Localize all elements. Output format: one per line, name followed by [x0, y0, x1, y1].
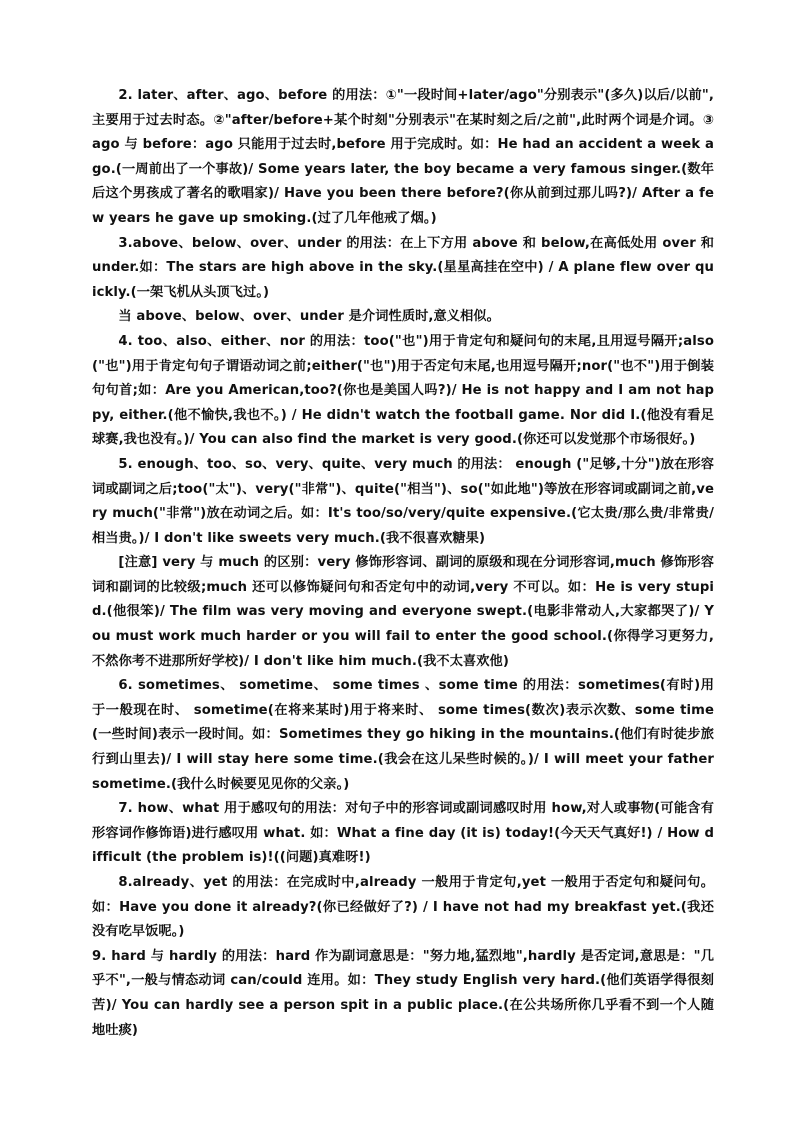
paragraph-very-much-note: [注意] very 与 much 的区别：very 修饰形容词、副词的原级和现在分词形容词,much 修饰形容词和副词的比较级;much 还可以修饰疑问句和否定句中的动词,very 不可以。如：He is very stupid.(他很笨)/ The film was very moving and everyone swept.(电影非常动人,大家都哭了)/ You must work much harder or you will fail to enter the good school.(你得学习更努力,不然你考不进那所好学校)/ I don't like him much.(我不太喜欢他)	[92, 555, 714, 669]
paragraph-hard-hardly: 9. hard 与 hardly 的用法：hard 作为副词意思是："努力地,猛烈地",hardly 是否定词,意思是："几乎不",一般与情态动词 can/could 连用。如：They study English very hard.(他们英语学得很刻苦)/ You can hardly see a person spit in a public place.(在公共场所你几乎看不到一个人随地吐痰)	[92, 948, 714, 1038]
paragraph-already-yet: 8.already、yet 的用法：在完成时中,already 一般用于肯定句,yet 一般用于否定句和疑问句。如：Have you done it already?(你已经做好了?) / I have not had my breakfast yet.(我还没有吃早饭呢。)	[92, 875, 714, 940]
paragraph-too-also-either-nor: 4. too、also、either、nor 的用法：too("也")用于肯定句和疑问句的末尾,且用逗号隔开;also("也")用于肯定句句子谓语动词之前;either("也")用于否定句末尾,也用逗号隔开;nor("也不")用于倒装句句首;如：Are you American,too?(你也是美国人吗?)/ He is not happy and I am not happy, either.(他不愉快,我也不。) / He didn't watch the football game. Nor did I.(他没有看足球赛,我也没有。)/ You can also find the market is very good.(你还可以发觉那个市场很好。)	[92, 333, 714, 448]
paragraph-enough-too-so-very-quite: 5. enough、too、so、very、quite、very much 的用法： enough ("足够,十分")放在形容词或副词之后;too("太")、very("非常")、quite("相当")、so("如此地")等放在形容词或副词之前,very much("非常")放在动词之后。如：It's too/so/very/quite expensive.(它太贵/那么贵/非常贵/相当贵。)/ I don't like sweets very much.(我不很喜欢糖果)	[92, 456, 714, 546]
document-page	[92, 84, 714, 1043]
paragraph-how-what: 7. how、what 用于感叹句的用法：对句子中的形容词或副词感叹时用 how,对人或事物(可能含有形容词作修饰语)进行感叹用 what. 如：What a fine day (it is) today!(今天天气真好!) / How difficult (the problem is)!((问题)真难呀!)	[92, 801, 714, 866]
paragraph-later-after-ago-before: 2. later、after、ago、before 的用法：①"一段时间+later/ago"分别表示"(多久)以后/以前",主要用于过去时态。②"after/before+某个时刻"分别表示"在某时刻之后/之前",此时两个词是介词。③ago 与 before：ago 只能用于过去时,before 用于完成时。如：He had an accident a week ago.(一周前出了一个事故)/ Some years later, the boy became a very famous singer.(数年后这个男孩成了著名的歌唱家)/ Have you been there before?(你从前到过那儿吗?)/ After a few years he gave up smoking.(过了几年他戒了烟。)	[92, 88, 714, 226]
paragraph-sometimes: 6. sometimes、 sometime、 some times 、some time 的用法：sometimes(有时)用于一般现在时、 sometime(在将来某时)用于将来时、 some times(数次)表示次数、some time(一些时间)表示一段时间。如：Sometimes they go hiking in the mountains.(他们有时徒步旅行到山里去)/ I will stay here some time.(我会在这儿呆些时候的。)/ I will meet your father sometime.(我什么时候要见见你的父亲。)	[92, 678, 714, 792]
paragraph-above-below-over-under: 3.above、below、over、under 的用法：在上下方用 above 和 below,在高低处用 over 和 under.如：The stars are high above in the sky.(星星高挂在空中) / A plane flew over quickly.(一架飞机从头顶飞过。)	[92, 235, 714, 300]
paragraph-preposition-note: 当 above、below、over、under 是介词性质时,意义相似。	[118, 309, 500, 325]
